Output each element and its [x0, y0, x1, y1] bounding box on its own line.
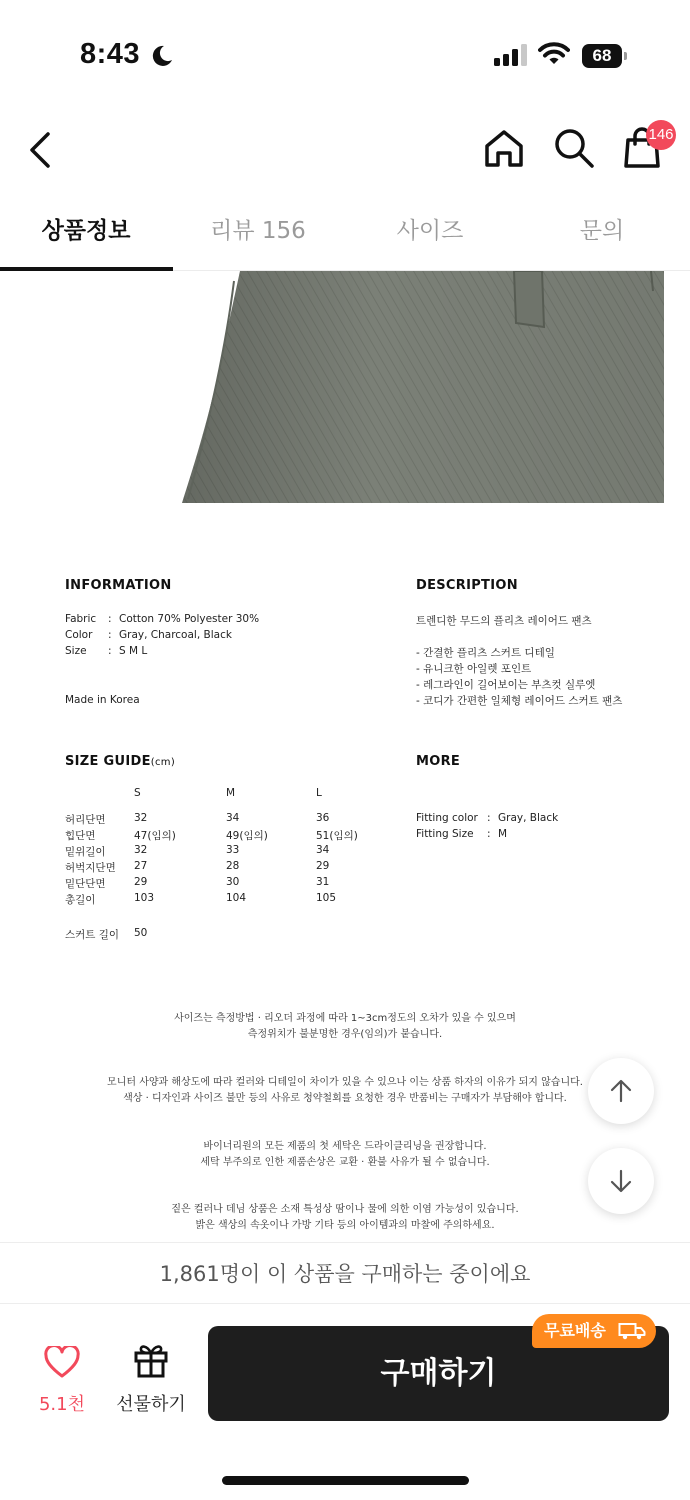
fabric-label: Fabric — [65, 613, 97, 625]
size-value: S M L — [119, 645, 148, 657]
size-row-label: 힙단면 — [65, 830, 96, 842]
color-value: Gray, Charcoal, Black — [119, 629, 232, 641]
fitting-size-label: Fitting Size — [416, 828, 474, 840]
buy-button[interactable]: 구매하기 — [208, 1326, 669, 1421]
size-cell: 34 — [316, 844, 330, 856]
back-icon[interactable] — [22, 128, 62, 172]
cart-count-badge: 146 — [646, 120, 676, 150]
size-cell: 103 — [134, 892, 155, 904]
size-cell: 31 — [316, 876, 330, 888]
search-icon[interactable] — [552, 126, 596, 170]
product-detail-page: 8:43 68 146 상품정보 리뷰 156 사이즈 문의 INFORMATION Fabric : Cotton 70% Polyester 30% Color : Gray, Charcoal, Black Size : S M L Made in Korea DESCRIPTION 트렌디한 무드의 플리츠 레이어드 팬츠 - 간결한 플리츠 스커트 디테일 - 유니크한 아일렛 포인트 - 레그라인이 길어보이는 부츠컷 실루엣 - 코디가 간편한 일체형 레이어드 스커트 팬츠 SIZE GUIDE(cm) S M L 허리단면 32 34 36 힙단면 47(임의) 49(임의) 51(임의) 밑위길이 32 33 34 허벅지단면 27 28 29 밑단단면 29 30 31 총길이 103 104 105 스커트 길이 50 MORE Fitting color : Gray, Black Fitting Size : M 사이즈는 측정방법 · 리오더 과정에 따라 1~3cm정도의 오차가 있을 수 있으며 측정위치가 불분명한 경우(임의)가 붙습니다. 모니터 사양과 해상도에 따라 컬러와 디테일이 차이가 있을 수 있으나 이는 상품 하자의 이유가 되지 않습니다. 색상 · 디자인과 사이즈 불만 등의 사유로 청약철회를 요청한 경우 반품비는 구매자가 부담해야 합니다. 바이너리원의 모든 제품의 첫 세탁은 드라이클리닝을 권장합니다. 세탁 부주의로 인한 제품손상은 교환 · 환불 사유가 될 수 없습니다. 짙은 컬러나 데님 상품은 소재 특성상 땀이나 물에 의한 이염 가능성이 있습니다. 밝은 색상의 속옷이나 가방 기타 등의 아이템과의 마찰에 주의하세요. 1,861명이 이 상품을 구매하는 중이에요 5.1천 선물하기 구매하기 무료배송 — [0, 0, 690, 1500]
wifi-icon — [538, 42, 570, 66]
notice-line: 색상 · 디자인과 사이즈 불만 등의 사유로 청약철회를 요청한 경우 반품비는 구매자가 부담해야 합니다. — [123, 1093, 567, 1104]
tab-reviews[interactable]: 리뷰 156 — [210, 218, 306, 244]
notice-line: 세탁 부주의로 인한 제품손상은 교환 · 환불 사유가 될 수 없습니다. — [200, 1157, 490, 1168]
information-heading: INFORMATION — [65, 578, 172, 593]
notice-line: 짙은 컬러나 데님 상품은 소재 특성상 땀이나 물에 의한 이염 가능성이 있습니다. — [171, 1204, 519, 1215]
size-cell: 51(임의) — [316, 830, 358, 842]
description-point: - 유니크한 아일렛 포인트 — [416, 663, 532, 675]
description-heading: DESCRIPTION — [416, 578, 518, 593]
size-cell: 27 — [134, 860, 148, 872]
size-row-label: 허벅지단면 — [65, 862, 116, 874]
size-col-header: L — [316, 787, 322, 799]
battery-level: 68 — [582, 44, 622, 68]
like-button[interactable] — [30, 1342, 94, 1415]
notice-block — [0, 1075, 690, 1107]
status-time: 8:43 — [80, 38, 141, 70]
size-cell: 30 — [226, 876, 240, 888]
size-col-header: S — [134, 787, 141, 799]
size-cell: 47(임의) — [134, 830, 176, 842]
description-point: - 레그라인이 길어보이는 부츠컷 실루엣 — [416, 679, 596, 691]
notice-block — [0, 1202, 690, 1234]
status-bar — [0, 0, 690, 110]
like-count: 5.1천 — [38, 1394, 85, 1415]
notice-line: 사이즈는 측정방법 · 리오더 과정에 따라 1~3cm정도의 오차가 있을 수 있으며 — [174, 1013, 516, 1024]
size-cell: 29 — [316, 860, 330, 872]
scroll-bottom-button[interactable] — [588, 1148, 654, 1214]
more-heading: MORE — [416, 754, 461, 769]
fitting-size-value: M — [498, 828, 508, 840]
size-cell: 32 — [134, 812, 148, 824]
active-tab-indicator — [0, 267, 173, 271]
size-guide-heading: SIZE GUIDE(cm) — [65, 754, 176, 769]
free-shipping-label: 무료배송 — [544, 1321, 606, 1340]
size-row-label: 밑단단면 — [65, 878, 106, 890]
size-cell: 104 — [226, 892, 247, 904]
battery-icon — [582, 44, 628, 68]
scroll-down-icon — [609, 1169, 633, 1193]
fitting-color-label: Fitting color — [416, 812, 478, 824]
heart-icon — [44, 1346, 80, 1378]
description-point: - 코디가 간편한 일체형 레이어드 스커트 팬츠 — [416, 695, 623, 707]
gift-button[interactable] — [108, 1342, 194, 1415]
tab-inquiry[interactable]: 문의 — [579, 218, 625, 244]
color-label: Color — [65, 629, 93, 641]
size-row-label: 총길이 — [65, 894, 96, 906]
tab-bar — [0, 195, 690, 271]
origin-text: Made in Korea — [65, 694, 140, 706]
size-col-header: M — [226, 787, 236, 799]
tab-product-info[interactable]: 상품정보 — [41, 218, 131, 244]
notice-block — [0, 1139, 690, 1171]
size-guide-unit: (cm) — [150, 757, 176, 768]
skirt-length-value: 50 — [134, 927, 148, 939]
scroll-up-icon — [609, 1079, 633, 1103]
size-cell: 32 — [134, 844, 148, 856]
truck-icon — [618, 1322, 646, 1340]
size-row-label: 밑위길이 — [65, 846, 106, 858]
size-row-label: 허리단면 — [65, 814, 106, 826]
fabric-value: Cotton 70% Polyester 30% — [119, 613, 260, 625]
notice-line: 바이너리원의 모든 제품의 첫 세탁은 드라이클리닝을 권장합니다. — [203, 1141, 487, 1152]
fitting-color-value: Gray, Black — [498, 812, 559, 824]
size-label: Size — [65, 645, 87, 657]
description-intro: 트렌디한 무드의 플리츠 레이어드 팬츠 — [416, 615, 592, 627]
size-cell: 49(임의) — [226, 830, 268, 842]
notice-line: 측정위치가 불분명한 경우(임의)가 붙습니다. — [247, 1029, 443, 1040]
scroll-top-button[interactable] — [588, 1058, 654, 1124]
description-point: - 간결한 플리츠 스커트 디테일 — [416, 647, 555, 659]
skirt-length-label: 스커트 길이 — [65, 929, 120, 941]
gift-label: 선물하기 — [116, 1394, 186, 1415]
home-indicator — [222, 1476, 469, 1485]
free-shipping-badge — [532, 1314, 656, 1348]
signal-icon — [494, 44, 528, 66]
product-photo — [182, 271, 664, 503]
size-cell: 105 — [316, 892, 337, 904]
notice-block — [0, 1011, 690, 1043]
size-cell: 36 — [316, 812, 330, 824]
tab-size[interactable]: 사이즈 — [396, 218, 464, 244]
size-cell: 33 — [226, 844, 240, 856]
size-cell: 29 — [134, 876, 148, 888]
notice-line: 모니터 사양과 해상도에 따라 컬러와 디테일이 차이가 있을 수 있으나 이는 상품 하자의 이유가 되지 않습니다. — [107, 1077, 583, 1088]
size-cell: 28 — [226, 860, 240, 872]
bottom-action-bar — [0, 1304, 690, 1500]
gift-icon — [133, 1342, 169, 1378]
home-icon[interactable] — [482, 126, 526, 170]
size-cell: 34 — [226, 812, 240, 824]
top-nav — [0, 110, 690, 190]
moon-icon — [150, 44, 174, 68]
notice-line: 밝은 색상의 속옷이나 가방 기타 등의 아이템과의 마찰에 주의하세요. — [195, 1220, 495, 1231]
buyers-count-banner: 1,861명이 이 상품을 구매하는 중이에요 — [0, 1242, 690, 1304]
